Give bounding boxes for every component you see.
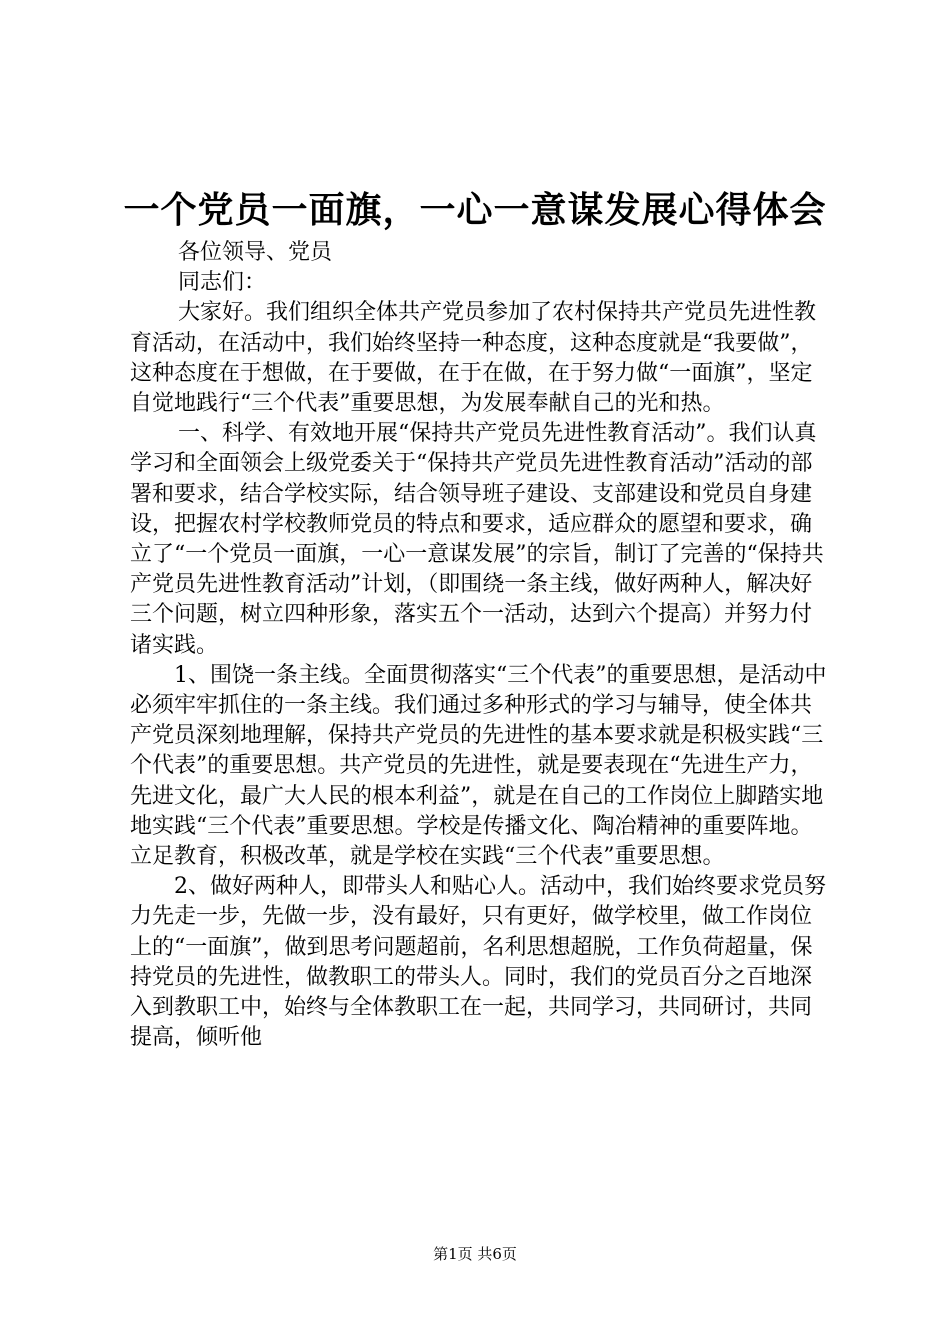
paragraph-item-1: 1、围饶一条主线。全面贯彻落实“三个代表”的重要思想，是活动中必须牢牢抓住的一条主线。我们通过多种形式的学习与辅导，使全体共产党员深刻地理解，保持共产党员的先进性的基本要求就是积极实践“三个代表”的重要思想。共产党员的先进性，就是要表现在“先进生产力，先进文化，最广大人民的根本利益”，就是在自己的工作岗位上脚踏实地地实践“三个代表”重要思想。学校是传播文化、陶冶精神的重要阵地。立足教育，积极改革，就是学校在实践“三个代表”重要思想。 xyxy=(130,662,827,870)
document-body xyxy=(130,238,830,1053)
paragraph-greeting: 大家好。我们组织全体共产党员参加了农村保持共产党员先进性教育活动，在活动中，我们始终坚持一种态度，这种态度就是“我要做”，这种态度在于想做，在于要做，在于在做，在于努力做“一面旗”，坚定自觉地践行“三个代表”重要思想，为发展奉献自己的光和热。 xyxy=(130,300,817,417)
paragraph-section-1: 一、科学、有效地开展“保持共产党员先进性教育活动”。我们认真学习和全面领会上级党委关于“保持共产党员先进性教育活动”活动的部署和要求，结合学校实际，结合领导班子建设、支部建设和党员自身建设，把握农村学校教师党员的特点和要求，适应群众的愿望和要求，确立了“一个党员一面旗，一心一意谋发展”的宗旨，制订了完善的“保持共产党员先进性教育活动”计划，（即围绕一条主线，做好两种人，解决好三个问题，树立四种形象，落实五个一活动，达到六个提高）并努力付诸实践。 xyxy=(130,421,824,658)
salutation-line-2: 同志们： xyxy=(178,270,267,296)
salutation-line-1: 各位领导、党员 xyxy=(178,240,333,265)
page-number: 第1页 共6页 xyxy=(433,1245,517,1263)
paragraph-item-2: 2、做好两种人，即带头人和贴心人。活动中，我们始终要求党员努力先走一步，先做一步，没有最好，只有更好，做学校里，做工作岗位上的“一面旗”，做到思考问题超前，名利思想超脱，工作负荷超量，保持党员的先进性，做教职工的带头人。同时，我们的党员百分之百地深入到教职工中，始终与全体教职工在一起，共同学习，共同研讨，共同提高，倾听他 xyxy=(130,874,826,1051)
document-title: 一个党员一面旗，一心一意谋发展心得体会 xyxy=(123,189,827,231)
